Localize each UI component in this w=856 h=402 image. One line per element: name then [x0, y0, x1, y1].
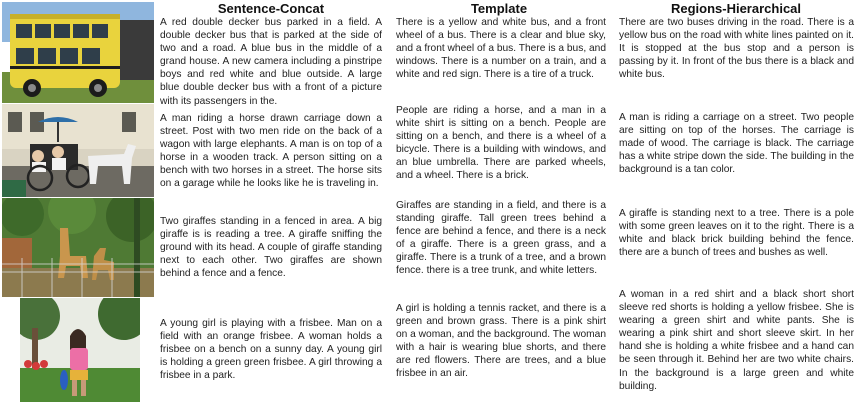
- yellow-double-decker-bus-photo: [2, 2, 154, 103]
- row4-sentence-concat: A young girl is playing with a frisbee. Man on a field with an orange frisbee. A woman holds a frisbee on a bench on a sunny day. A young girl is holding a green green frisbee. A girl throwing a frisbee in a park.: [160, 318, 382, 382]
- header-sentence-concat: Sentence-Concat: [217, 1, 325, 16]
- row1-template: There is a yellow and white bus, and a front wheel of a bus. There is a clear and blue sky, and a front wheel of a bus. There is a bus, and windows. There is a number on a train, and a white and red sign. There is a tire of a truck.: [396, 17, 606, 81]
- horse-carriage-street-photo: [2, 104, 154, 197]
- row2-sentence-concat: A man riding a horse drawn carriage down a street. Post with two men ride on the back of a wagon with large elephants. A man is on top of a horse in a wooden track. A person sitting on a bench with two horses in a street. The horse sits on a garage while he looks like he is traveling in.: [160, 113, 382, 190]
- header-template: Template: [470, 1, 528, 16]
- row3-regions-hierarchical: A giraffe is standing next to a tree. There is a pole with some green leaves on it to the right. There is a white and black brick building behind the fence. there are a bunch of trees and bushes as well.: [619, 208, 854, 259]
- row4-regions-hierarchical: A woman in a red shirt and a black short short sleeve red shorts is holding a yellow frisbee. She is wearing a green shirt and white pants. She is wearing a pink shirt and short sleeve skirt. In her hand she is holding a white frisbee and a hand can be seen through it. Behind her are two white chairs. In the background is a large green and white building.: [619, 289, 854, 392]
- girl-with-frisbee-photo: [20, 298, 140, 402]
- giraffes-enclosure-photo: [2, 198, 154, 297]
- row1-regions-hierarchical: There are two buses driving in the road. There is a yellow bus on the road with white lines painted on it. It is stopped at the bus stop and a person is passing by it. In front of the bus there is a black and white bus.: [619, 17, 854, 81]
- row4-template: A girl is holding a tennis racket, and there is a green and brown grass. There is a pink shirt on a woman, and the background. The woman with a hair is wearing blue shorts, and there are red flowers. There are trees, and a blue frisbee in an air.: [396, 303, 606, 380]
- row2-regions-hierarchical: A man is riding a carriage on a street. Two people are sitting on top of the horses. The carriage is made of wood. The carriage is black. The carriage has a white stripe down the side. The building in the background is a tan color.: [619, 112, 854, 176]
- row1-sentence-concat: A red double decker bus parked in a field. A double decker bus that is parked at the side of two and a road. A blue bus in the middle of a grand house. A new camera including a pinstripe boys and red white and blue outside. A large blue double decker bus with a front of a picture with its passengers in the.: [160, 17, 382, 107]
- row3-sentence-concat: Two giraffes standing in a fenced in area. A big giraffe is is reading a tree. A giraffe sniffing the ground with its head. A couple of giraffe standing next to each other. Two giraffes are shown behind a fence and a fence.: [160, 216, 382, 280]
- row2-template: People are riding a horse, and a man in a white shirt is sitting on a bench. People are sitting on a bench, and there is a wheel of a bicycle. There is a building with windows, and an blue umbrella. There are parked wheels, and a wheel. There is a brick.: [396, 105, 606, 182]
- header-regions-hierarchical: Regions-Hierarchical: [670, 1, 802, 16]
- row3-template: Giraffes are standing in a field, and there is a standing giraffe. Tall green trees behind a fence are behind a fence, and there is a neck of a giraffe. There is a green grass, and a giraffe. There is a trunk of a tree, and a brown fence. there is a tree trunk, and white letters.: [396, 200, 606, 277]
